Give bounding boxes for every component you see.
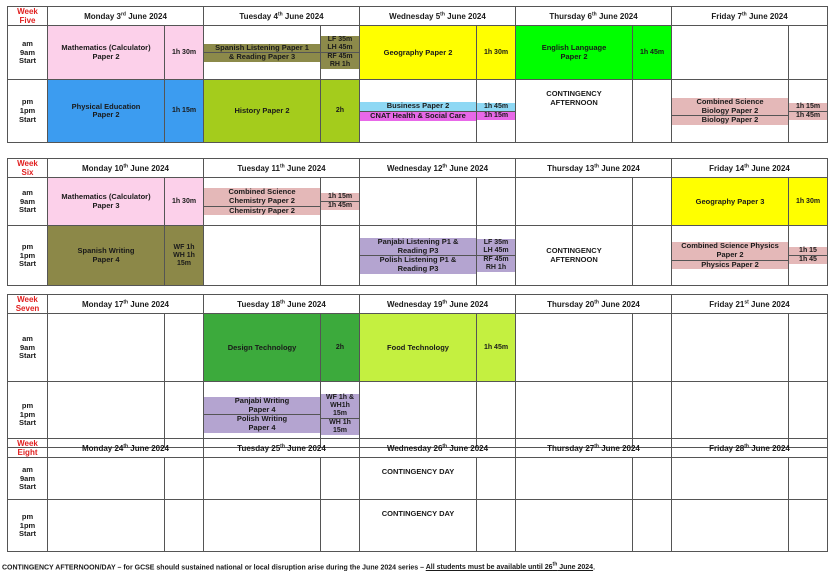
- stack-part: [321, 52, 359, 69]
- empty-slot: [477, 500, 516, 552]
- session-label: pm 1pm Start: [8, 500, 48, 552]
- exam-name: Chemistry Paper 2: [229, 205, 295, 215]
- exam-duration: RF 45m RH 1h: [327, 53, 353, 69]
- stack-part: [321, 418, 359, 435]
- exam-duration: 1h 45m: [639, 48, 665, 56]
- stack: [204, 44, 320, 62]
- day-header: Wednesday 26th June 2024: [360, 439, 516, 458]
- stack: [672, 242, 788, 269]
- stack-part: [204, 44, 320, 53]
- exam-duration: 1h 30m: [795, 197, 821, 205]
- exam-duration-stack: [789, 80, 828, 143]
- exam-name: CONTINGENCY DAY: [381, 509, 455, 519]
- empty-slot: [789, 458, 828, 500]
- exam-slot: [48, 178, 165, 226]
- stack: [321, 394, 359, 435]
- day-header: Monday 3rd June 2024: [48, 7, 204, 26]
- stack-part: [360, 102, 476, 111]
- contingency-slot: [360, 458, 477, 500]
- stack-part: [672, 260, 788, 270]
- stack: [477, 239, 515, 272]
- exam-slot-stack: [672, 226, 789, 286]
- empty-slot: [48, 314, 165, 382]
- empty-slot: [633, 80, 672, 143]
- stack-part: [204, 52, 320, 62]
- stack-part: [321, 36, 359, 52]
- day-header: Wednesday 12th June 2024: [360, 159, 516, 178]
- contingency-slot: [516, 80, 633, 143]
- exam-duration: 1h 45: [799, 256, 817, 264]
- day-header: Wednesday 19th June 2024: [360, 295, 516, 314]
- exam-name: Panjabi Listening P1 & Reading P3: [377, 237, 459, 255]
- empty-slot: [516, 314, 633, 382]
- exam-duration-cell: [321, 80, 360, 143]
- day-header: Thursday 6th June 2024: [516, 7, 672, 26]
- stack-part: [477, 239, 515, 255]
- empty-slot: [48, 500, 165, 552]
- exam-duration: WH 1h 15m: [329, 419, 351, 435]
- footer-prefix: CONTINGENCY AFTERNOON/DAY – for GCSE should sustained national or local disruption arise during the June 2024 series –: [2, 564, 426, 572]
- stack-part: [789, 247, 827, 255]
- day-header: Tuesday 25th June 2024: [204, 439, 360, 458]
- exam-name: Design Technology: [227, 342, 297, 352]
- stack: [321, 36, 359, 69]
- exam-name: Polish Writing Paper 4: [236, 414, 288, 432]
- session-label: am 9am Start: [8, 458, 48, 500]
- empty-slot: [516, 458, 633, 500]
- empty-slot: [165, 314, 204, 382]
- day-header: Monday 17th June 2024: [48, 295, 204, 314]
- day-header: Tuesday 4th June 2024: [204, 7, 360, 26]
- empty-slot: [48, 458, 165, 500]
- contingency-slot: [360, 500, 477, 552]
- stack: [360, 102, 476, 120]
- stack: [360, 238, 476, 274]
- exam-duration-cell: [165, 226, 204, 286]
- session-row-pm: [8, 226, 828, 286]
- day-header: Thursday 27th June 2024: [516, 439, 672, 458]
- exam-duration: 1h 15: [799, 247, 817, 255]
- exam-duration: LF 35m LH 45m: [327, 36, 353, 52]
- exam-duration: 1h 45m: [327, 202, 353, 210]
- empty-slot: [789, 314, 828, 382]
- exam-name: Biology Paper 2: [701, 115, 759, 125]
- exam-slot: [360, 26, 477, 80]
- exam-name: Geography Paper 3: [695, 196, 765, 206]
- stack-part: [204, 397, 320, 414]
- exam-name: Food Technology: [387, 342, 449, 352]
- exam-duration-stack: [789, 226, 828, 286]
- exam-name: & Reading Paper 3: [228, 52, 296, 62]
- exam-duration: 1h 45m: [483, 102, 509, 110]
- stack-part: [477, 255, 515, 272]
- session-row-pm: [8, 80, 828, 143]
- exam-slot: [48, 26, 165, 80]
- day-header: Tuesday 11th June 2024: [204, 159, 360, 178]
- exam-duration: 1h 15m: [327, 193, 353, 201]
- session-label: am 9am Start: [8, 314, 48, 382]
- stack-part: [477, 103, 515, 111]
- exam-name: Business Paper 2: [386, 101, 450, 111]
- exam-name: Physical Education Paper 2: [71, 101, 141, 120]
- exam-name: Physics Paper 2: [701, 259, 759, 269]
- exam-name: Mathematics (Calculator) Paper 3: [61, 192, 151, 210]
- exam-duration: 1h 15m: [795, 102, 821, 110]
- stack-part: [789, 255, 827, 264]
- stack-part: [672, 115, 788, 125]
- exam-name: Combined Science Physics Paper 2: [681, 241, 779, 260]
- stack: [477, 103, 515, 120]
- exam-duration: RF 45m RH 1h: [483, 256, 509, 272]
- stack: [204, 397, 320, 433]
- week-header-row: [8, 439, 828, 458]
- empty-slot: [633, 458, 672, 500]
- stack-part: [204, 188, 320, 205]
- week-table: [7, 294, 828, 448]
- empty-slot: [321, 226, 360, 286]
- stack-part: [360, 238, 476, 255]
- exam-slot-stack: [360, 226, 477, 286]
- exam-duration-cell: [477, 314, 516, 382]
- empty-slot: [672, 26, 789, 80]
- exam-duration: WF 1h WH 1h 15m: [173, 243, 195, 267]
- empty-slot: [633, 226, 672, 286]
- day-header: Monday 24th June 2024: [48, 439, 204, 458]
- empty-slot: [789, 26, 828, 80]
- exam-duration: 1h 45m: [795, 111, 821, 119]
- week-header-row: [8, 159, 828, 178]
- day-header: Monday 10th June 2024: [48, 159, 204, 178]
- empty-slot: [633, 500, 672, 552]
- exam-duration: 1h 30m: [483, 48, 509, 56]
- empty-slot: [165, 458, 204, 500]
- exam-name: Polish Listening P1 & Reading P3: [379, 255, 457, 273]
- empty-slot: [360, 178, 477, 226]
- exam-duration: 2h: [335, 107, 345, 115]
- exam-duration-stack: [321, 178, 360, 226]
- exam-name: CONTINGENCY DAY: [381, 467, 455, 477]
- day-header: Wednesday 5th June 2024: [360, 7, 516, 26]
- stack-part: [360, 255, 476, 273]
- stack-part: [321, 193, 359, 201]
- empty-slot: [477, 178, 516, 226]
- stack-part: [477, 111, 515, 120]
- stack: [789, 247, 827, 264]
- day-header: Thursday 20th June 2024: [516, 295, 672, 314]
- empty-slot: [672, 458, 789, 500]
- exam-name: Combined Science Chemistry Paper 2: [228, 187, 296, 206]
- exam-name: CONTINGENCY AFTERNOON: [546, 246, 602, 264]
- stack-part: [321, 394, 359, 418]
- exam-name: CONTINGENCY AFTERNOON: [546, 89, 602, 107]
- exam-name: Combined Science Biology Paper 2: [696, 96, 764, 115]
- session-row-am: [8, 26, 828, 80]
- week-label: Week Six: [8, 159, 48, 178]
- empty-slot: [672, 500, 789, 552]
- session-label: pm 1pm Start: [8, 382, 48, 448]
- exam-name: Mathematics (Calculator) Paper 2: [61, 43, 151, 61]
- empty-slot: [633, 178, 672, 226]
- exam-name: History Paper 2: [234, 106, 290, 116]
- stack-part: [672, 98, 788, 115]
- exam-duration-stack: [321, 26, 360, 80]
- stack: [672, 98, 788, 125]
- exam-duration: 1h 30m: [171, 48, 197, 56]
- session-label: pm 1pm Start: [8, 80, 48, 143]
- empty-slot: [204, 458, 321, 500]
- exam-slot: [48, 80, 165, 143]
- stack-part: [204, 414, 320, 432]
- exam-duration-cell: [165, 26, 204, 80]
- exam-slot: [48, 226, 165, 286]
- exam-slot-stack: [204, 26, 321, 80]
- day-header: Friday 21st June 2024: [672, 295, 828, 314]
- exam-slot-stack: [672, 80, 789, 143]
- exam-slot: [204, 314, 321, 382]
- exam-duration: 2h: [335, 343, 345, 351]
- stack-part: [672, 242, 788, 259]
- exam-name: English Language Paper 2: [541, 43, 607, 61]
- session-label: pm 1pm Start: [8, 226, 48, 286]
- day-header: Friday 28th June 2024: [672, 439, 828, 458]
- exam-duration: 1h 15m: [171, 107, 197, 115]
- exam-name: Spanish Listening Paper 1: [215, 42, 309, 52]
- exam-name: CNAT Health & Social Care: [370, 110, 466, 120]
- exam-name: Spanish Writing Paper 4: [77, 246, 135, 264]
- exam-duration-cell: [789, 178, 828, 226]
- week-header-row: [8, 295, 828, 314]
- exam-slot-stack: [204, 178, 321, 226]
- week-label: Week Eight: [8, 439, 48, 458]
- empty-slot: [477, 458, 516, 500]
- exam-duration-stack: [477, 226, 516, 286]
- week-label: Week Seven: [8, 295, 48, 314]
- stack-part: [204, 206, 320, 216]
- day-header: Friday 14th June 2024: [672, 159, 828, 178]
- exam-duration: LF 35m LH 45m: [483, 239, 509, 255]
- empty-slot: [672, 314, 789, 382]
- empty-slot: [321, 458, 360, 500]
- day-header: Friday 7th June 2024: [672, 7, 828, 26]
- exam-duration: 1h 15m: [483, 111, 509, 119]
- empty-slot: [633, 314, 672, 382]
- exam-duration: 1h 30m: [171, 197, 197, 205]
- exam-duration-cell: [321, 314, 360, 382]
- exam-name: Geography Paper 2: [383, 47, 453, 57]
- empty-slot: [165, 500, 204, 552]
- session-row-am: [8, 458, 828, 500]
- exam-duration-stack: [477, 80, 516, 143]
- week-table: [7, 158, 828, 286]
- empty-slot: [321, 500, 360, 552]
- exam-duration-cell: [633, 26, 672, 80]
- week-label: Week Five: [8, 7, 48, 26]
- empty-slot: [789, 500, 828, 552]
- exam-duration: WF 1h & WH1h 15m: [326, 394, 354, 418]
- exam-duration-cell: [165, 80, 204, 143]
- exam-slot-stack: [360, 80, 477, 143]
- exam-slot: [360, 314, 477, 382]
- stack-part: [360, 111, 476, 121]
- exam-duration-cell: [477, 26, 516, 80]
- exam-duration: 1h 45m: [483, 343, 509, 351]
- empty-slot: [516, 500, 633, 552]
- week-table: [7, 438, 828, 552]
- session-row-am: [8, 314, 828, 382]
- stack-part: [321, 201, 359, 210]
- stack: [789, 103, 827, 120]
- exam-slot: [672, 178, 789, 226]
- day-header: Tuesday 18th June 2024: [204, 295, 360, 314]
- footer-underlined: All students must be available until 26th June 2024: [425, 562, 594, 572]
- session-label: am 9am Start: [8, 178, 48, 226]
- session-label: am 9am Start: [8, 26, 48, 80]
- exam-name: Panjabi Writing Paper 4: [234, 396, 290, 414]
- footer-note: CONTINGENCY AFTERNOON/DAY – for GCSE should sustained national or local disruption arise during the June 2024 series – All students must be available until 26th June 2024.: [2, 562, 596, 572]
- stack: [321, 193, 359, 210]
- stack: [204, 188, 320, 215]
- day-header: Thursday 13th June 2024: [516, 159, 672, 178]
- empty-slot: [204, 226, 321, 286]
- exam-slot: [204, 80, 321, 143]
- exam-duration-cell: [165, 178, 204, 226]
- session-row-am: [8, 178, 828, 226]
- contingency-slot: [516, 226, 633, 286]
- exam-slot: [516, 26, 633, 80]
- empty-slot: [204, 500, 321, 552]
- week-table: [7, 6, 828, 143]
- stack-part: [789, 103, 827, 111]
- session-row-pm: [8, 500, 828, 552]
- stack-part: [789, 111, 827, 120]
- week-header-row: [8, 7, 828, 26]
- empty-slot: [516, 178, 633, 226]
